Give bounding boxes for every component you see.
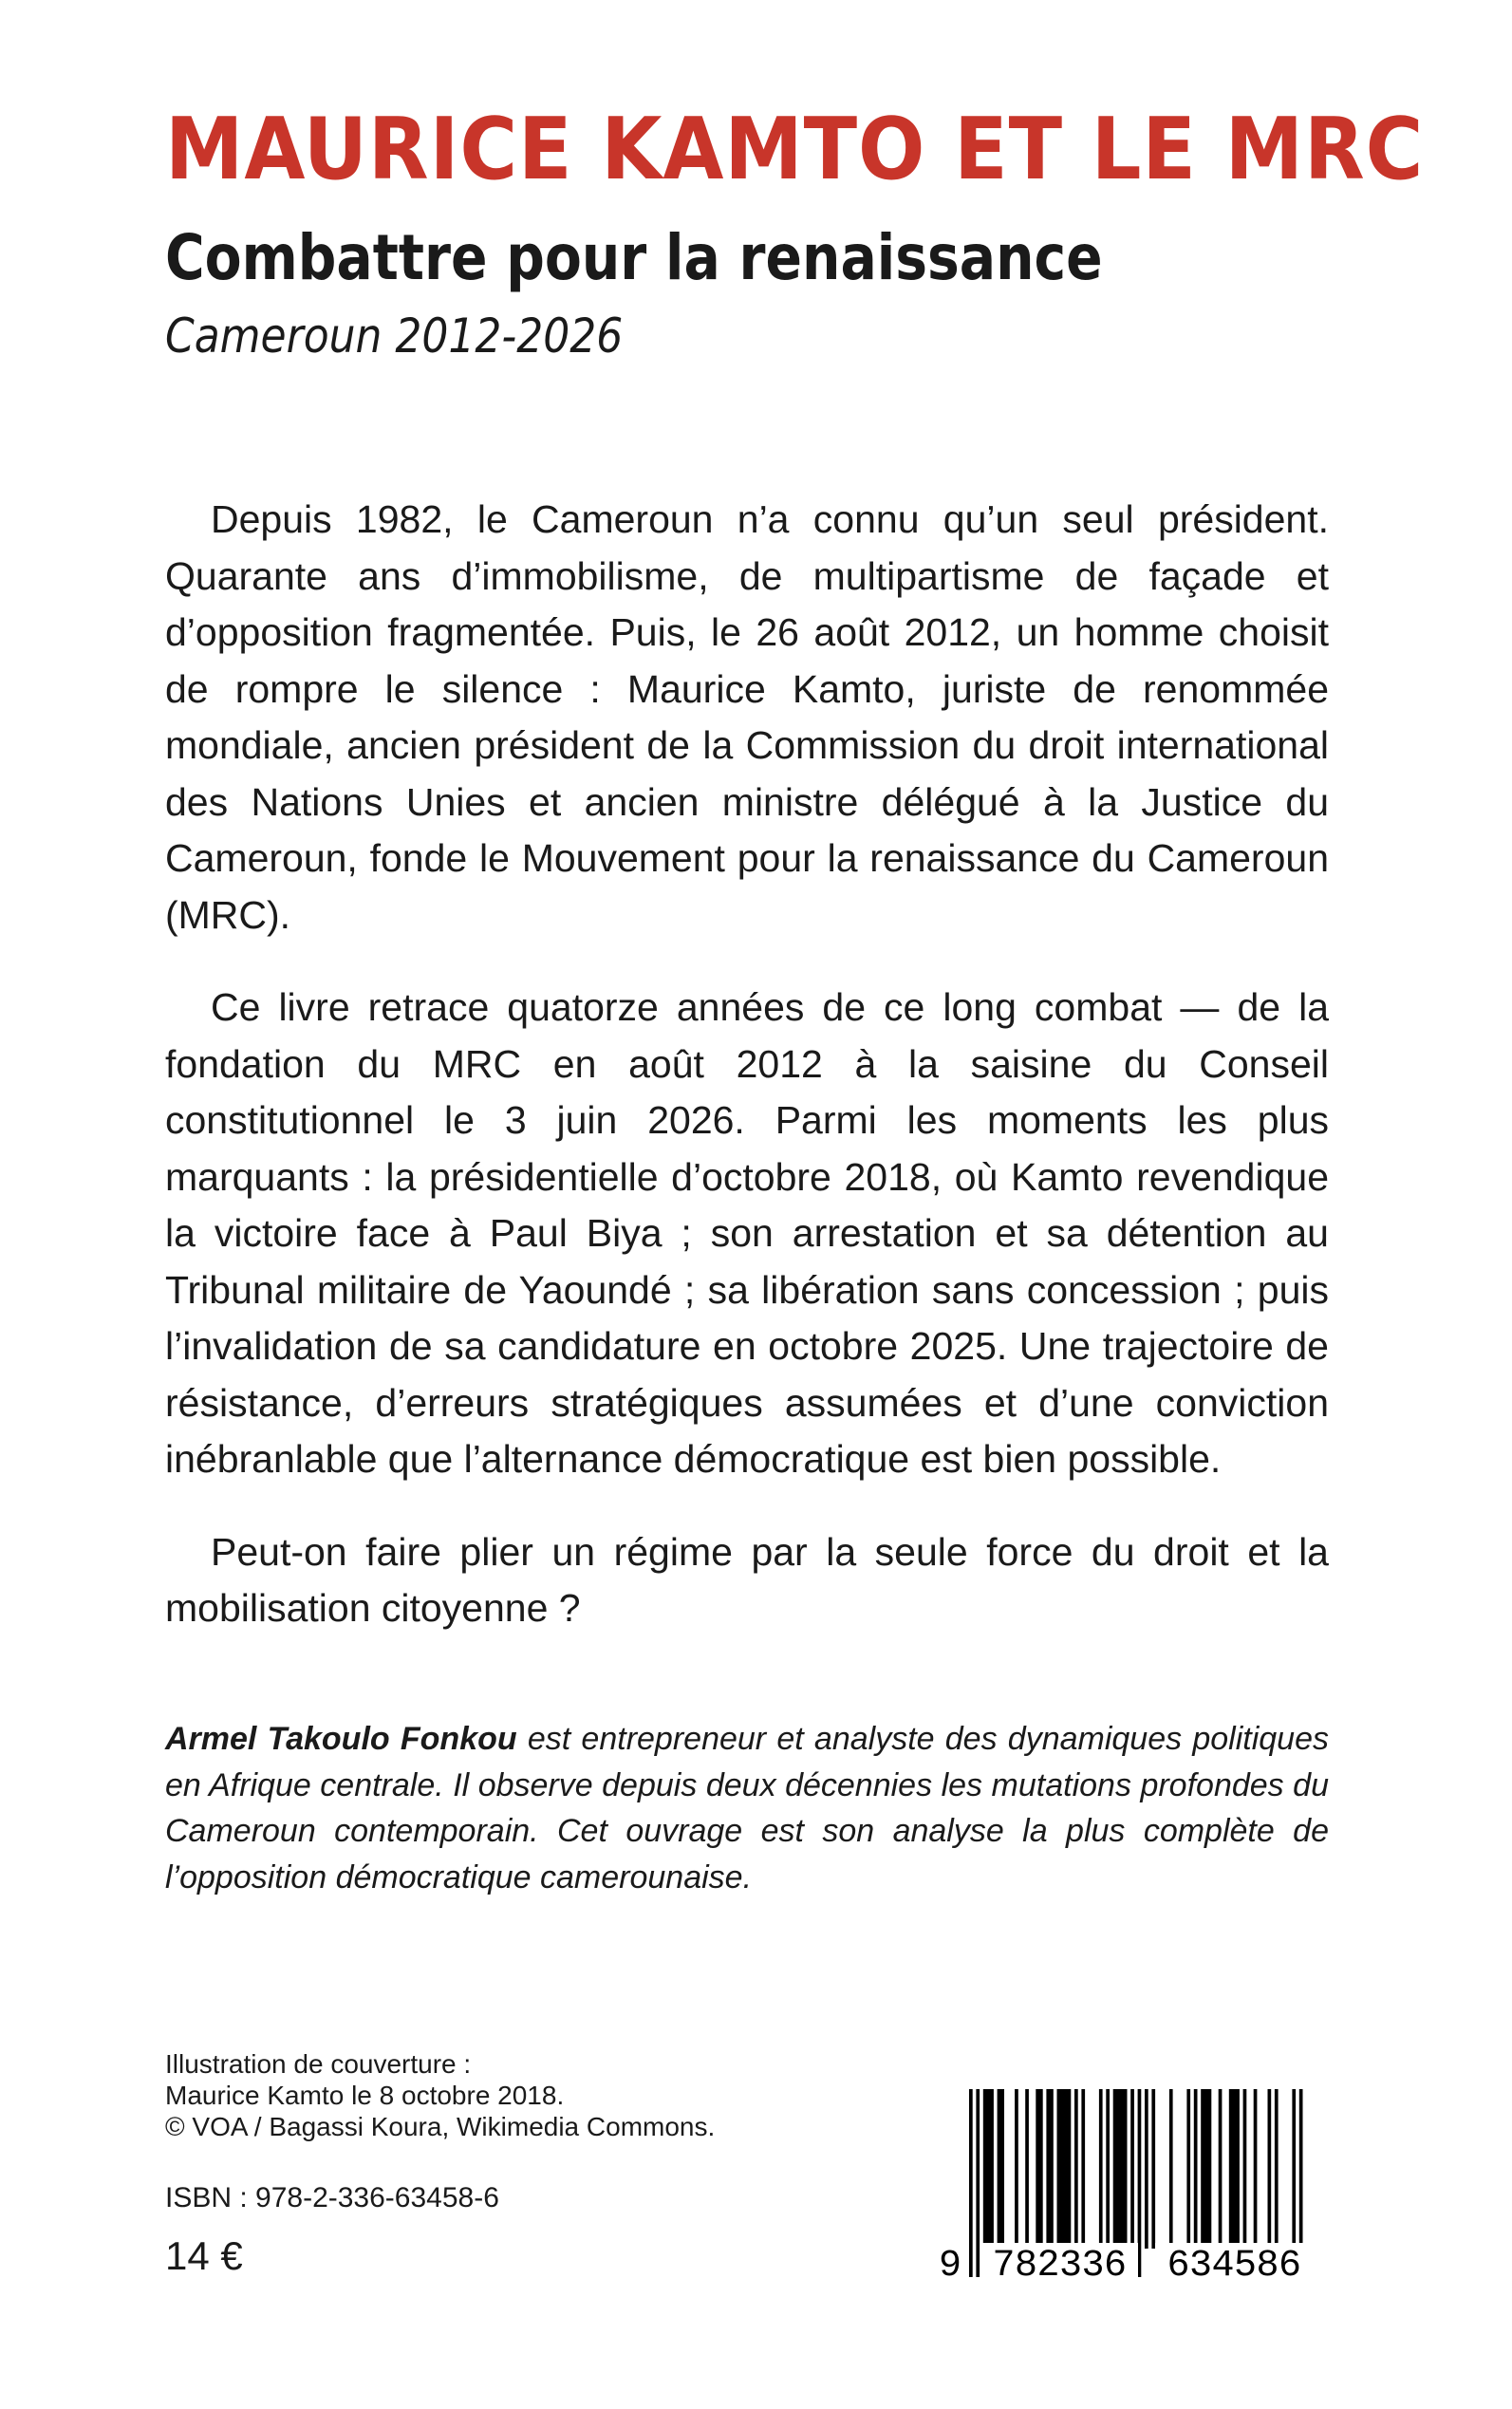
isbn: ISBN : 978-2-336-63458-6 [165,2182,499,2213]
barcode-bar-13 [1113,2089,1128,2249]
barcode-bar-6 [1036,2089,1042,2249]
blurb-paragraph-1: Depuis 1982, le Cameroun n’a connu qu’un seul président. Quarante ans d’immobilisme, de multipartisme de façade et d’opposition fragmentée. Puis, le 26 août 2012, un homme choisit de rompre le silence : Maurice Kamto, juriste de renommée mondiale, ancien président de la Commission du droit international des Nations Unies et ancien ministre délégué à la Justice du Cameroun, fonde le Mouvement pour la renaissance du Cameroun (MRC). [165,497,1329,937]
barcode-left-group: 782336 [980,2243,1138,2290]
credits-line-2: Maurice Kamto le 8 octobre 2018. [165,2081,565,2110]
barcode-bar-21 [1201,2089,1211,2249]
cover-subtitle: Combattre pour la renaissance [165,221,1103,294]
barcode-bar-20 [1194,2089,1198,2249]
barcode-bar-4 [1015,2089,1018,2249]
barcode-bar-8 [1057,2089,1072,2249]
author-name: Armel Takoulo Fonkou [165,1721,517,1757]
barcode-bar-5 [1025,2089,1029,2249]
barcode-number [935,2243,1335,2290]
author-bio [165,1716,1329,1900]
barcode-bar-11 [1099,2089,1103,2249]
barcode-bar-3 [998,2089,1004,2249]
credits-line-1: Illustration de couverture : [165,2049,472,2079]
barcode-bar-12 [1106,2089,1110,2249]
blurb-paragraph-3: Peut-on faire plier un régime par la seule force du droit et la mobilisation citoyenne ? [165,1529,1329,1630]
cover-credits [165,2048,715,2142]
cover-title: MAURICE KAMTO ET LE MRC [165,100,1425,199]
author-bio-text: est entrepreneur et analyste des dynamiques politiques en Afrique centrale. Il observe depuis deux décennies les mutations profondes du Cameroun contemporain. Cet ouvrage est son analyse la plus complète de l’opposition démocratique camerounaise. [165,1721,1329,1895]
cover-tagline: Cameroun 2012-2026 [165,308,624,364]
barcode-bar-26 [1268,2089,1272,2249]
barcode-bar-25 [1254,2089,1258,2249]
barcode-bar-18 [1169,2089,1173,2249]
blurb [165,492,1329,1673]
price: 14 € [165,2233,243,2278]
barcode-bar-22 [1219,2089,1223,2249]
barcode-bar-7 [1046,2089,1053,2249]
barcode-right-group: 634586 [1155,2243,1313,2290]
barcode-bar-27 [1275,2089,1279,2249]
barcode-lead-digit: 9 [939,2245,962,2288]
barcode-bar-24 [1243,2089,1247,2249]
barcode-bar-9 [1074,2089,1078,2249]
credits-line-3: © VOA / Bagassi Koura, Wikimedia Commons. [165,2112,716,2141]
barcode-bar-10 [1081,2089,1085,2249]
barcode-bar-16 [1145,2089,1148,2249]
barcode-bar-23 [1229,2089,1240,2249]
blurb-paragraph-2: Ce livre retrace quatorze années de ce long combat — de la fondation du MRC en août 2012 à la saisine du Conseil constitutionnel le 3 juin 2026. Parmi les moments les plus marquants : la présidentielle d’octobre 2018, où Kamto revendique la victoire face à Paul Biya ; son arrestation et sa détention au Tribunal militaire de Yaoundé ; sa libération sans concession ; puis l’invalidation de sa candidature en octobre 2025. Une trajectoire de résistance, d’erreurs stratégiques assumées et d’une conviction inébranlable que l’alternance démocratique est bien possible. [165,985,1329,1481]
barcode-bar-2 [983,2089,994,2249]
barcode-bar-17 [1151,2089,1155,2249]
barcode-bar-19 [1186,2089,1190,2249]
